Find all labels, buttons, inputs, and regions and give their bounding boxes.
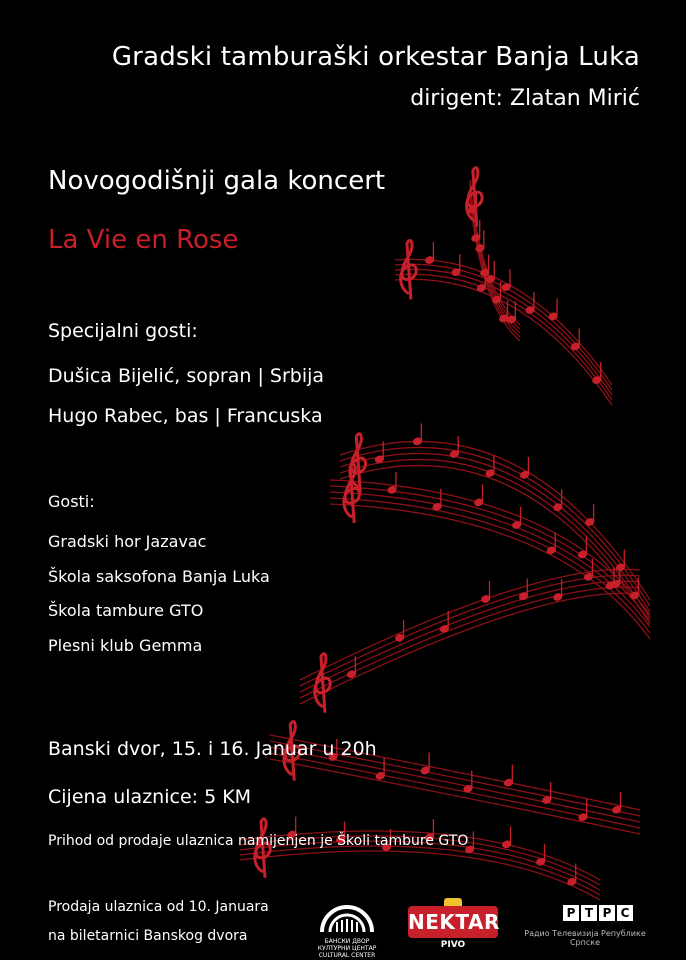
ticket-sale-date: Prodaja ulaznica od 10. Januara [48,899,269,915]
banski-dvor-logo-text: БАНСКИ ДВОР КУЛТУРНИ ЦЕНТАР CULTURAL CENTER [317,938,377,959]
staff-line [340,465,650,624]
rtrs-letter-boxes [563,905,633,921]
banski-dvor-logo [312,900,382,959]
staff-line [240,846,600,895]
rtrs-letter: Р [599,905,615,921]
concert-title: Novogodišnji gala koncert [48,166,386,196]
special-guests-heading: Specijalni gosti: [48,320,198,342]
rtrs-tagline: Радио Телевизија Републике Српске [524,929,646,947]
orchestra-name: Gradski tamburaški orkestar Banja Luka [111,42,640,72]
special-guest-item: Hugo Rabec, bas | Francuska [48,405,323,427]
concert-subtitle: La Vie en Rose [48,225,239,255]
nektar-wordmark: NEKTAR [408,906,498,938]
nektar-logo [408,898,498,954]
staff-line [395,264,612,390]
ticket-sale-place: na biletarnici Banskog dvora [48,928,248,944]
staff-line [240,851,600,900]
rtrs-letter: С [617,905,633,921]
staff-line [470,192,520,337]
guests-heading: Gosti: [48,492,95,511]
staff-line [300,575,640,686]
rtrs-letter: Р [563,905,579,921]
special-guest-item: Dušica Bijelić, sopran | Srbija [48,365,325,387]
staff-line [470,188,520,333]
guest-item: Škola tambure GTO [48,601,204,620]
ticket-price: Cijena ulaznice: 5 KM [48,786,252,808]
staff-line [300,569,640,680]
guest-item: Plesni klub Gemma [48,636,203,655]
treble-clef-icon [315,654,331,713]
rtrs-letter: Т [581,905,597,921]
staff-line [300,587,640,698]
conductor-name: dirigent: Zlatan Mirić [410,86,640,111]
guest-item: Škola saksofona Banja Luka [48,567,270,586]
nektar-subtitle: PIVO [440,940,466,950]
staff-line [270,759,640,834]
banski-dvor-arch-icon [312,900,382,934]
rtrs-logo [515,905,655,945]
staff-line [300,593,640,704]
venue-and-time: Banski dvor, 15. i 16. Januar u 20h [48,738,377,760]
treble-clef-icon [401,241,417,300]
proceeds-note: Prihod od prodaje ulaznica namijenjen je Školi tambure GTO [48,833,469,849]
guest-item: Gradski hor Jazavac [48,532,207,551]
